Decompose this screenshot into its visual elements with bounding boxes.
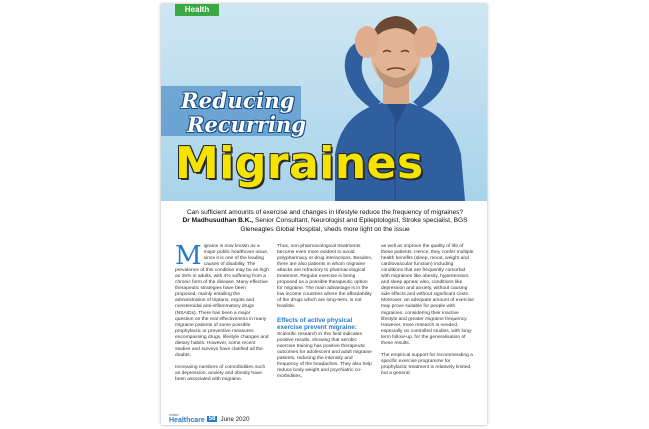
column-2-paragraph-1: Thus, non-pharmacological treatments become even more evident to avoid polypharmacy or drug interactions. Besides, there are also patients in whom migraine attacks are refractory to pharmacological treatment. Regular exercise is being proposed as a possible therapeutic option for migraine. The main advantage is in the low income countries where the affordability of the drugs which are long-term, is not feasible. (277, 244, 373, 310)
footer-brand-name: Healthcare (169, 417, 205, 425)
drop-cap: M (175, 241, 202, 271)
hero-image (161, 4, 487, 201)
intro-author: Dr Madhusudhan B.K., (182, 217, 254, 225)
article-column-2 (277, 244, 373, 386)
page-number: 58 (208, 416, 216, 422)
article-intro (179, 209, 471, 234)
column-3-paragraph-2: The empirical support for recommending a specific exercise programme for prophylactic treatment is relatively limited, but a general (381, 352, 473, 376)
title-line-2: Recurring (187, 112, 306, 137)
section-tag: Health (175, 4, 219, 16)
column-2-paragraph-2: Scientific research in this field indicates positive results, showing that aerobic exercise training has positive therapeutic outcomes for adolescent and adult migraine patients, reducing the intensity and frequency of the headaches. They also help reduce body weight and psychiatric co-morbidities, (277, 332, 372, 380)
column-1-paragraph-1: Migraine is now known as a major public healthcare issue, since it is one of the leading causes of disability. The prevalence of this condition may be as high as 25% in adults, with 4% suffering from a chronic form of the disease. Many effective therapeutic strategies have been proposed, mainly entailing the administration of triptans, ergots and nonsteroidal anti-inflammatory drugs (NSAIDs). There has been a major question on the real effectiveness in many migraine patients of some possible prophylactic or preventive measures encompassing drugs, lifestyle changes and dietary habits. However, some recent studies and surveys have clarified all the doubts. (175, 241, 269, 358)
page-footer (169, 414, 249, 424)
issue-date: June 2020 (220, 415, 250, 423)
column-3-paragraph-1: as well as improve the quality of life of these patients. Hence, they confer multiple health benefits (sleep, mood, weight and cardiovascular function) including conditions that are frequently comorbid with migraines like obesity, hypertension, and sleep apnea; also, conditions like depression and anxiety, without causing side effects and without significant costs. Moreover, an adequate amount of exercise may prove suitable for people with migraines, considering their inactive lifestyle and greater migraine frequency. However, more research is needed, especially on controlled studies, with long-term follow-up, for the generalisation of these results. (381, 244, 474, 346)
magazine-page (161, 4, 487, 425)
article-column-3 (381, 244, 475, 383)
footer-brand (169, 414, 205, 425)
title-line-3: Migraines (175, 138, 424, 189)
title-line-1: Reducing (181, 88, 295, 113)
intro-author-details: Senior Consultant, Neurologist and Epileptologist, Stroke specialist, BGS Gleneagles Global Hospital, sheds more light on the issue (240, 217, 468, 233)
article-column-1 (175, 241, 269, 389)
intro-question: Can sufficient amounts of exercise and changes in lifestyle reduce the frequency of migraines? (186, 209, 464, 216)
column-1-paragraph-2: Increasing numbers of comorbidities such as depression, anxiety and obesity have been associated with migraine. (175, 364, 266, 382)
column-2-subheading: Effects of active physical exercise prevent migraine: (277, 316, 357, 331)
footer-brand-small: Indian (169, 412, 179, 417)
